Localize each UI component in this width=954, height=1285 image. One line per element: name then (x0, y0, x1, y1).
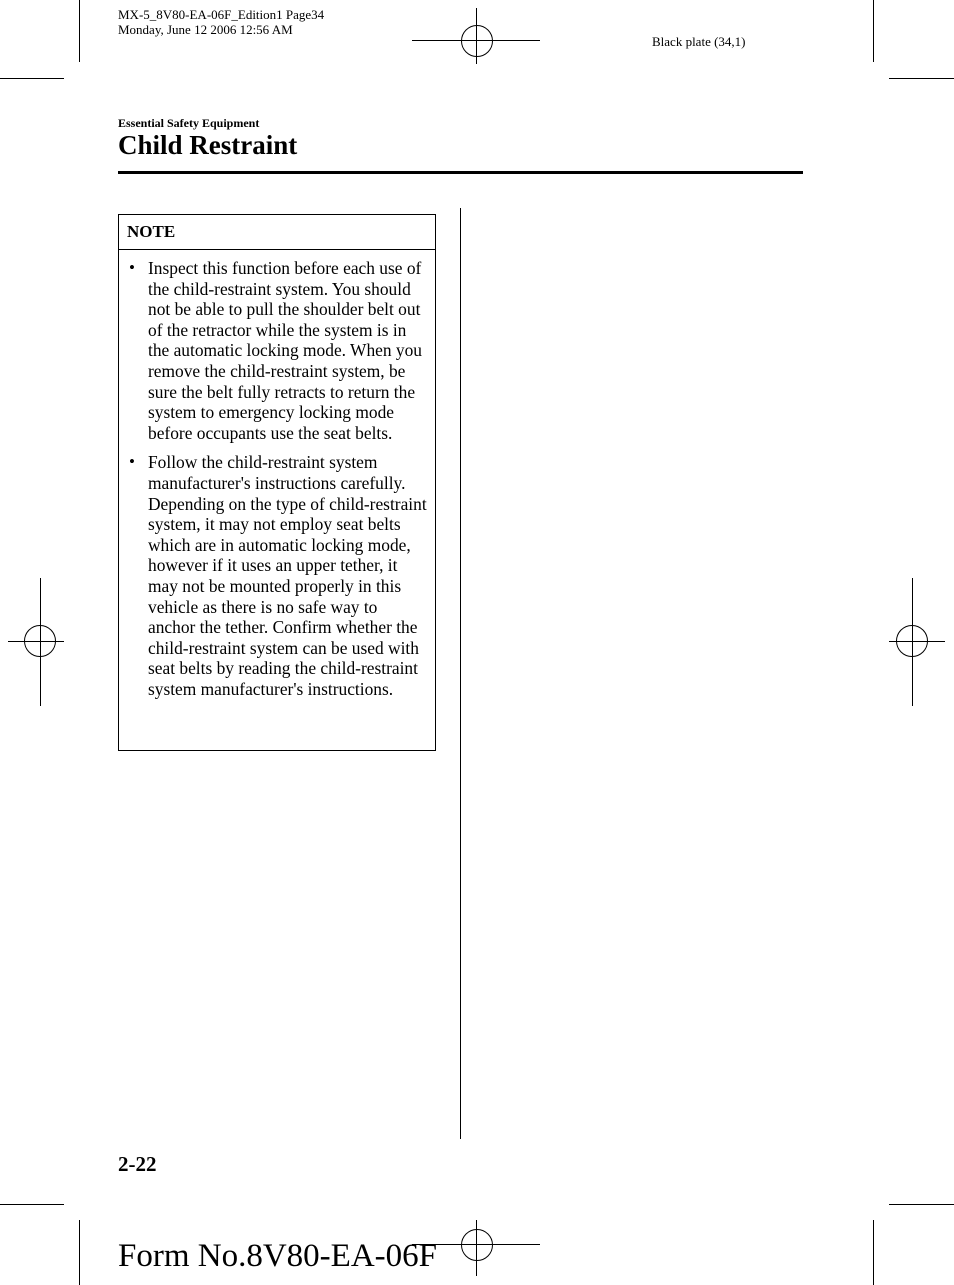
crop-mark (79, 0, 80, 62)
registration-circle (461, 1229, 493, 1261)
crop-mark (0, 78, 64, 79)
bullet-icon: • (129, 452, 135, 472)
registration-circle (461, 25, 493, 57)
crop-mark (873, 0, 874, 62)
crop-mark (889, 1204, 954, 1205)
crop-mark (0, 1204, 64, 1205)
note-list (119, 250, 435, 699)
page-title: Child Restraint (118, 130, 298, 160)
form-number: Form No.8V80-EA-06F (118, 1238, 437, 1274)
note-box (118, 214, 436, 751)
crop-mark (79, 1220, 80, 1285)
slug-filename: MX-5_8V80-EA-06F_Edition1 Page34 (118, 7, 325, 22)
page-number: 2-22 (118, 1152, 157, 1176)
note-item-text: Follow the child-restraint system manufacturer's instructions carefully. Depending on the type of child-restraint system, it may not employ seat belts which are in automatic locking mode, however if it uses an upper tether, it may not be mounted properly in this vehicle as there is no safe way to anchor the tether. Confirm whether the child-restraint system can be used with seat belts by reading the child-restraint system manufacturer's instructions. (148, 452, 427, 699)
registration-circle (24, 625, 56, 657)
note-item-text: Inspect this function before each use of the child-restraint system. You should not be able to pull the shoulder belt out of the retractor while the system is in the automatic locking mode. When you remove the child-restraint system, be sure the belt fully retracts to return the system to emergency locking mode before occupants use the seat belts. (148, 258, 422, 443)
note-item (127, 452, 429, 699)
crop-mark (889, 78, 954, 79)
title-rule (118, 171, 803, 174)
crop-mark (873, 1220, 874, 1285)
slug-timestamp: Monday, June 12 2006 12:56 AM (118, 22, 293, 37)
print-slug (118, 7, 324, 37)
registration-circle (896, 625, 928, 657)
plate-label: Black plate (34,1) (652, 34, 746, 49)
section-label: Essential Safety Equipment (118, 116, 260, 130)
note-item (127, 258, 429, 443)
bullet-icon: • (129, 258, 135, 277)
column-divider (460, 208, 461, 1139)
note-heading: NOTE (119, 215, 435, 250)
